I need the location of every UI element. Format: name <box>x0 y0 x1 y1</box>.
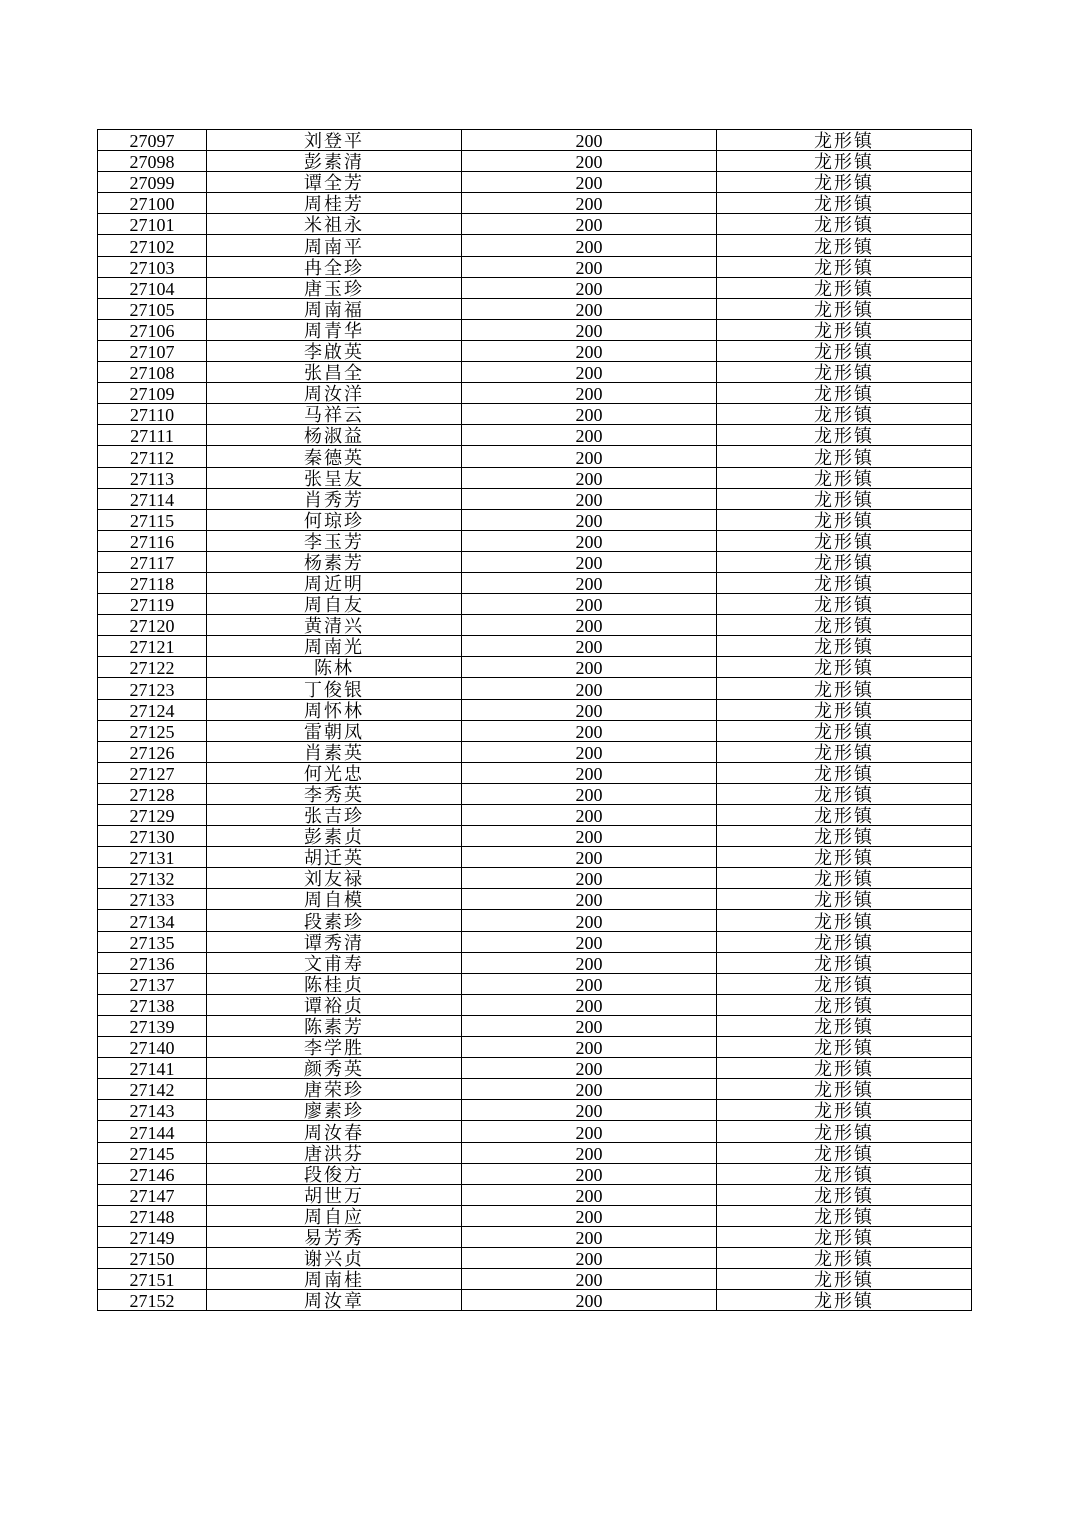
town-cell: 龙形镇 <box>717 551 972 572</box>
name-cell: 周汝章 <box>207 1290 462 1311</box>
amount-cell: 200 <box>462 741 717 762</box>
serial-number-cell: 27108 <box>98 362 207 383</box>
name-cell: 周南平 <box>207 235 462 256</box>
name-cell: 胡迁英 <box>207 847 462 868</box>
table-row <box>98 868 972 889</box>
serial-number-cell: 27129 <box>98 805 207 826</box>
amount-cell: 200 <box>462 1037 717 1058</box>
serial-number-cell: 27134 <box>98 910 207 931</box>
serial-number-cell: 27135 <box>98 931 207 952</box>
amount-cell: 200 <box>462 1163 717 1184</box>
serial-number-cell: 27138 <box>98 994 207 1015</box>
name-cell: 米祖永 <box>207 214 462 235</box>
serial-number-cell: 27099 <box>98 172 207 193</box>
amount-cell: 200 <box>462 1184 717 1205</box>
town-cell: 龙形镇 <box>717 1121 972 1142</box>
table-row <box>98 1184 972 1205</box>
amount-cell: 200 <box>462 1205 717 1226</box>
serial-number-cell: 27141 <box>98 1058 207 1079</box>
table-row <box>98 298 972 319</box>
town-cell: 龙形镇 <box>717 214 972 235</box>
serial-number-cell: 27126 <box>98 741 207 762</box>
name-cell: 周近明 <box>207 572 462 593</box>
table-row <box>98 340 972 361</box>
table-row <box>98 931 972 952</box>
name-cell: 颜秀英 <box>207 1058 462 1079</box>
town-cell: 龙形镇 <box>717 952 972 973</box>
name-cell: 陈素芳 <box>207 1015 462 1036</box>
town-cell: 龙形镇 <box>717 741 972 762</box>
serial-number-cell: 27136 <box>98 952 207 973</box>
serial-number-cell: 27131 <box>98 847 207 868</box>
serial-number-cell: 27097 <box>98 130 207 151</box>
amount-cell: 200 <box>462 847 717 868</box>
table-row <box>98 952 972 973</box>
serial-number-cell: 27106 <box>98 319 207 340</box>
table-row <box>98 1142 972 1163</box>
town-cell: 龙形镇 <box>717 277 972 298</box>
name-cell: 陈林 <box>207 657 462 678</box>
town-cell: 龙形镇 <box>717 805 972 826</box>
serial-number-cell: 27132 <box>98 868 207 889</box>
amount-cell: 200 <box>462 383 717 404</box>
name-cell: 彭素清 <box>207 151 462 172</box>
name-cell: 杨素芳 <box>207 551 462 572</box>
name-cell: 唐荣珍 <box>207 1079 462 1100</box>
amount-cell: 200 <box>462 509 717 530</box>
name-cell: 周汝春 <box>207 1121 462 1142</box>
name-cell: 张呈友 <box>207 467 462 488</box>
town-cell: 龙形镇 <box>717 1269 972 1290</box>
table-row <box>98 741 972 762</box>
town-cell: 龙形镇 <box>717 1205 972 1226</box>
town-cell: 龙形镇 <box>717 362 972 383</box>
amount-cell: 200 <box>462 615 717 636</box>
serial-number-cell: 27119 <box>98 594 207 615</box>
amount-cell: 200 <box>462 277 717 298</box>
serial-number-cell: 27107 <box>98 340 207 361</box>
town-cell: 龙形镇 <box>717 1247 972 1268</box>
table-row <box>98 1015 972 1036</box>
name-cell: 谢兴贞 <box>207 1247 462 1268</box>
name-cell: 李秀英 <box>207 783 462 804</box>
serial-number-cell: 27140 <box>98 1037 207 1058</box>
serial-number-cell: 27130 <box>98 826 207 847</box>
table-row <box>98 847 972 868</box>
amount-cell: 200 <box>462 931 717 952</box>
town-cell: 龙形镇 <box>717 1100 972 1121</box>
serial-number-cell: 27145 <box>98 1142 207 1163</box>
name-cell: 周怀林 <box>207 699 462 720</box>
amount-cell: 200 <box>462 256 717 277</box>
amount-cell: 200 <box>462 193 717 214</box>
amount-cell: 200 <box>462 404 717 425</box>
serial-number-cell: 27127 <box>98 762 207 783</box>
amount-cell: 200 <box>462 1121 717 1142</box>
table-row <box>98 636 972 657</box>
name-cell: 冉全珍 <box>207 256 462 277</box>
name-cell: 杨淑益 <box>207 425 462 446</box>
amount-cell: 200 <box>462 783 717 804</box>
serial-number-cell: 27121 <box>98 636 207 657</box>
town-cell: 龙形镇 <box>717 1058 972 1079</box>
table-row <box>98 425 972 446</box>
town-cell: 龙形镇 <box>717 1037 972 1058</box>
amount-cell: 200 <box>462 720 717 741</box>
amount-cell: 200 <box>462 551 717 572</box>
serial-number-cell: 27118 <box>98 572 207 593</box>
table-row <box>98 130 972 151</box>
amount-cell: 200 <box>462 362 717 383</box>
town-cell: 龙形镇 <box>717 868 972 889</box>
name-cell: 何琼珍 <box>207 509 462 530</box>
town-cell: 龙形镇 <box>717 1163 972 1184</box>
serial-number-cell: 27152 <box>98 1290 207 1311</box>
table-row <box>98 383 972 404</box>
name-cell: 周自模 <box>207 889 462 910</box>
name-cell: 肖秀芳 <box>207 488 462 509</box>
table-row <box>98 910 972 931</box>
table-row <box>98 193 972 214</box>
table-row <box>98 1269 972 1290</box>
name-cell: 唐玉珍 <box>207 277 462 298</box>
serial-number-cell: 27100 <box>98 193 207 214</box>
name-cell: 丁俊银 <box>207 678 462 699</box>
table-row <box>98 594 972 615</box>
town-cell: 龙形镇 <box>717 298 972 319</box>
town-cell: 龙形镇 <box>717 615 972 636</box>
name-cell: 周南福 <box>207 298 462 319</box>
town-cell: 龙形镇 <box>717 404 972 425</box>
table-row <box>98 889 972 910</box>
town-cell: 龙形镇 <box>717 1184 972 1205</box>
serial-number-cell: 27109 <box>98 383 207 404</box>
name-cell: 黄清兴 <box>207 615 462 636</box>
name-cell: 胡世万 <box>207 1184 462 1205</box>
table-row <box>98 805 972 826</box>
name-cell: 陈桂贞 <box>207 973 462 994</box>
name-cell: 易芳秀 <box>207 1226 462 1247</box>
amount-cell: 200 <box>462 805 717 826</box>
amount-cell: 200 <box>462 572 717 593</box>
town-cell: 龙形镇 <box>717 572 972 593</box>
town-cell: 龙形镇 <box>717 762 972 783</box>
serial-number-cell: 27125 <box>98 720 207 741</box>
amount-cell: 200 <box>462 1269 717 1290</box>
town-cell: 龙形镇 <box>717 678 972 699</box>
name-cell: 刘友禄 <box>207 868 462 889</box>
town-cell: 龙形镇 <box>717 319 972 340</box>
amount-cell: 200 <box>462 594 717 615</box>
town-cell: 龙形镇 <box>717 783 972 804</box>
amount-cell: 200 <box>462 446 717 467</box>
name-cell: 周自应 <box>207 1205 462 1226</box>
table-row <box>98 1037 972 1058</box>
amount-cell: 200 <box>462 657 717 678</box>
serial-number-cell: 27111 <box>98 425 207 446</box>
serial-number-cell: 27102 <box>98 235 207 256</box>
amount-cell: 200 <box>462 868 717 889</box>
name-cell: 雷朝凤 <box>207 720 462 741</box>
roster-table <box>97 129 972 1311</box>
town-cell: 龙形镇 <box>717 1079 972 1100</box>
table-row <box>98 1290 972 1311</box>
serial-number-cell: 27124 <box>98 699 207 720</box>
amount-cell: 200 <box>462 130 717 151</box>
serial-number-cell: 27112 <box>98 446 207 467</box>
name-cell: 张昌全 <box>207 362 462 383</box>
table-row <box>98 1163 972 1184</box>
name-cell: 周南桂 <box>207 1269 462 1290</box>
table-row <box>98 615 972 636</box>
town-cell: 龙形镇 <box>717 910 972 931</box>
amount-cell: 200 <box>462 235 717 256</box>
table-row <box>98 277 972 298</box>
serial-number-cell: 27133 <box>98 889 207 910</box>
name-cell: 彭素贞 <box>207 826 462 847</box>
town-cell: 龙形镇 <box>717 425 972 446</box>
town-cell: 龙形镇 <box>717 488 972 509</box>
roster-table-body <box>98 130 972 1311</box>
amount-cell: 200 <box>462 1058 717 1079</box>
table-row <box>98 783 972 804</box>
table-row <box>98 973 972 994</box>
serial-number-cell: 27128 <box>98 783 207 804</box>
amount-cell: 200 <box>462 425 717 446</box>
town-cell: 龙形镇 <box>717 1015 972 1036</box>
name-cell: 肖素英 <box>207 741 462 762</box>
name-cell: 李啟英 <box>207 340 462 361</box>
name-cell: 谭全芳 <box>207 172 462 193</box>
town-cell: 龙形镇 <box>717 467 972 488</box>
town-cell: 龙形镇 <box>717 151 972 172</box>
table-row <box>98 826 972 847</box>
serial-number-cell: 27098 <box>98 151 207 172</box>
town-cell: 龙形镇 <box>717 509 972 530</box>
serial-number-cell: 27122 <box>98 657 207 678</box>
table-row <box>98 699 972 720</box>
table-row <box>98 319 972 340</box>
table-row <box>98 488 972 509</box>
serial-number-cell: 27110 <box>98 404 207 425</box>
serial-number-cell: 27114 <box>98 488 207 509</box>
name-cell: 文甫寿 <box>207 952 462 973</box>
table-row <box>98 678 972 699</box>
amount-cell: 200 <box>462 1079 717 1100</box>
town-cell: 龙形镇 <box>717 1290 972 1311</box>
serial-number-cell: 27139 <box>98 1015 207 1036</box>
amount-cell: 200 <box>462 530 717 551</box>
serial-number-cell: 27144 <box>98 1121 207 1142</box>
table-row <box>98 467 972 488</box>
table-row <box>98 1226 972 1247</box>
serial-number-cell: 27120 <box>98 615 207 636</box>
serial-number-cell: 27142 <box>98 1079 207 1100</box>
amount-cell: 200 <box>462 151 717 172</box>
town-cell: 龙形镇 <box>717 594 972 615</box>
town-cell: 龙形镇 <box>717 340 972 361</box>
serial-number-cell: 27117 <box>98 551 207 572</box>
serial-number-cell: 27146 <box>98 1163 207 1184</box>
amount-cell: 200 <box>462 319 717 340</box>
serial-number-cell: 27147 <box>98 1184 207 1205</box>
table-row <box>98 404 972 425</box>
serial-number-cell: 27113 <box>98 467 207 488</box>
town-cell: 龙形镇 <box>717 699 972 720</box>
table-row <box>98 994 972 1015</box>
town-cell: 龙形镇 <box>717 256 972 277</box>
amount-cell: 200 <box>462 1100 717 1121</box>
amount-cell: 200 <box>462 1247 717 1268</box>
amount-cell: 200 <box>462 889 717 910</box>
town-cell: 龙形镇 <box>717 720 972 741</box>
town-cell: 龙形镇 <box>717 889 972 910</box>
serial-number-cell: 27143 <box>98 1100 207 1121</box>
town-cell: 龙形镇 <box>717 530 972 551</box>
name-cell: 秦德英 <box>207 446 462 467</box>
table-row <box>98 1121 972 1142</box>
name-cell: 周桂芳 <box>207 193 462 214</box>
town-cell: 龙形镇 <box>717 193 972 214</box>
town-cell: 龙形镇 <box>717 931 972 952</box>
town-cell: 龙形镇 <box>717 383 972 404</box>
roster-sheet <box>97 129 971 1311</box>
table-row <box>98 362 972 383</box>
name-cell: 段俊方 <box>207 1163 462 1184</box>
table-row <box>98 509 972 530</box>
amount-cell: 200 <box>462 762 717 783</box>
town-cell: 龙形镇 <box>717 1142 972 1163</box>
name-cell: 刘登平 <box>207 130 462 151</box>
amount-cell: 200 <box>462 699 717 720</box>
town-cell: 龙形镇 <box>717 636 972 657</box>
amount-cell: 200 <box>462 298 717 319</box>
table-row <box>98 256 972 277</box>
serial-number-cell: 27104 <box>98 277 207 298</box>
table-row <box>98 530 972 551</box>
table-row <box>98 235 972 256</box>
town-cell: 龙形镇 <box>717 235 972 256</box>
name-cell: 李学胜 <box>207 1037 462 1058</box>
name-cell: 唐洪芬 <box>207 1142 462 1163</box>
amount-cell: 200 <box>462 826 717 847</box>
town-cell: 龙形镇 <box>717 657 972 678</box>
town-cell: 龙形镇 <box>717 994 972 1015</box>
town-cell: 龙形镇 <box>717 130 972 151</box>
amount-cell: 200 <box>462 488 717 509</box>
amount-cell: 200 <box>462 1015 717 1036</box>
table-row <box>98 151 972 172</box>
name-cell: 李玉芳 <box>207 530 462 551</box>
serial-number-cell: 27150 <box>98 1247 207 1268</box>
table-row <box>98 1058 972 1079</box>
amount-cell: 200 <box>462 910 717 931</box>
name-cell: 马祥云 <box>207 404 462 425</box>
town-cell: 龙形镇 <box>717 172 972 193</box>
name-cell: 段素珍 <box>207 910 462 931</box>
serial-number-cell: 27148 <box>98 1205 207 1226</box>
table-row <box>98 214 972 235</box>
table-row <box>98 1079 972 1100</box>
serial-number-cell: 27137 <box>98 973 207 994</box>
amount-cell: 200 <box>462 973 717 994</box>
serial-number-cell: 27101 <box>98 214 207 235</box>
town-cell: 龙形镇 <box>717 973 972 994</box>
table-row <box>98 551 972 572</box>
serial-number-cell: 27103 <box>98 256 207 277</box>
table-row <box>98 172 972 193</box>
amount-cell: 200 <box>462 678 717 699</box>
table-row <box>98 572 972 593</box>
table-row <box>98 762 972 783</box>
serial-number-cell: 27116 <box>98 530 207 551</box>
serial-number-cell: 27115 <box>98 509 207 530</box>
amount-cell: 200 <box>462 636 717 657</box>
town-cell: 龙形镇 <box>717 847 972 868</box>
serial-number-cell: 27149 <box>98 1226 207 1247</box>
name-cell: 何光忠 <box>207 762 462 783</box>
name-cell: 廖素珍 <box>207 1100 462 1121</box>
amount-cell: 200 <box>462 172 717 193</box>
amount-cell: 200 <box>462 952 717 973</box>
name-cell: 张吉珍 <box>207 805 462 826</box>
town-cell: 龙形镇 <box>717 446 972 467</box>
table-row <box>98 1100 972 1121</box>
amount-cell: 200 <box>462 214 717 235</box>
amount-cell: 200 <box>462 1226 717 1247</box>
name-cell: 谭秀清 <box>207 931 462 952</box>
name-cell: 谭裕贞 <box>207 994 462 1015</box>
table-row <box>98 1205 972 1226</box>
serial-number-cell: 27105 <box>98 298 207 319</box>
table-row <box>98 657 972 678</box>
name-cell: 周汝洋 <box>207 383 462 404</box>
table-row <box>98 720 972 741</box>
table-row <box>98 446 972 467</box>
table-row <box>98 1247 972 1268</box>
name-cell: 周青华 <box>207 319 462 340</box>
amount-cell: 200 <box>462 994 717 1015</box>
amount-cell: 200 <box>462 467 717 488</box>
town-cell: 龙形镇 <box>717 1226 972 1247</box>
name-cell: 周自友 <box>207 594 462 615</box>
town-cell: 龙形镇 <box>717 826 972 847</box>
amount-cell: 200 <box>462 340 717 361</box>
serial-number-cell: 27151 <box>98 1269 207 1290</box>
amount-cell: 200 <box>462 1142 717 1163</box>
serial-number-cell: 27123 <box>98 678 207 699</box>
amount-cell: 200 <box>462 1290 717 1311</box>
name-cell: 周南光 <box>207 636 462 657</box>
